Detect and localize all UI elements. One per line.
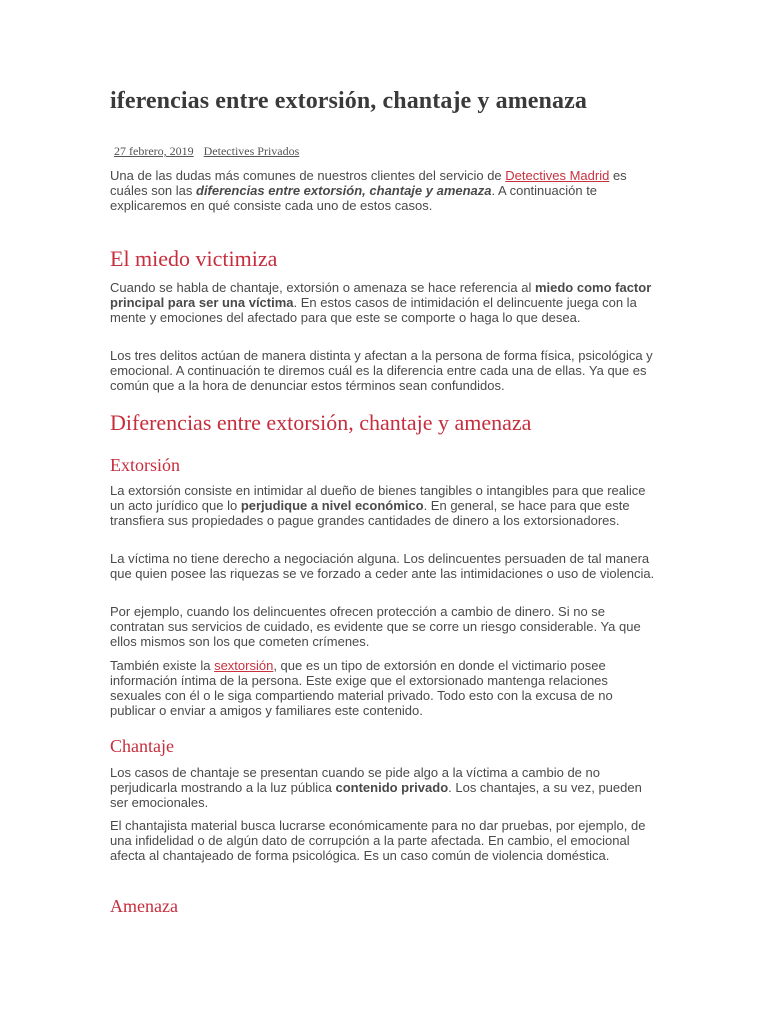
extorsion-paragraph-4 bbox=[110, 658, 658, 718]
sextorsion-link[interactable]: sextorsión bbox=[214, 658, 274, 673]
intro-text-1: Una de las dudas más comunes de nuestros clientes del servicio de bbox=[110, 168, 506, 183]
extorsion-paragraph-1 bbox=[110, 483, 658, 528]
miedo-p1-strong: miedo como factor principal para ser una víctima bbox=[110, 280, 652, 310]
miedo-p1-text-1: Cuando se habla de chantaje, extorsión o amenaza se hace referencia al bbox=[110, 280, 535, 295]
extorsion-p3-text: Por ejemplo, cuando los delincuentes ofrecen protección a cambio de dinero. Si no se contratan sus servicios de cuidado, es evidente que se corre un riesgo considerable. Ya que ellos mismos son los que cometen crímenes. bbox=[110, 604, 641, 649]
extorsion-p1-text-2: . En general, se hace para que este transfiera sus propiedades o pague grandes cantidades de dinero a los extorsionadores. bbox=[110, 498, 630, 528]
miedo-p2-text: Los tres delitos actúan de manera distinta y afectan a la persona de forma física, psicológica y emocional. A continuación te diremos cuál es la diferencia entre cada una de ellas. Ya que es común que a la hora de denunciar estos términos sean confundidos. bbox=[110, 348, 653, 393]
heading-chantaje: Chantaje bbox=[110, 736, 174, 756]
intro-text-2: es cuáles son las bbox=[110, 168, 627, 198]
heading-miedo-victimiza: El miedo victimiza bbox=[110, 246, 278, 271]
extorsion-p1-strong: perjudique a nivel económico bbox=[240, 498, 424, 513]
chantaje-p2-text: El chantajista material busca lucrarse económicamente para no dar pruebas, por ejemplo, de una infidelidad o de algún dato de corrupción a la parte afectada. En cambio, el emocional afecta al chantajeado de forma psicológica. Es un caso común de violencia doméstica. bbox=[110, 818, 646, 863]
intro-paragraph bbox=[110, 168, 658, 213]
chantaje-p1-strong: contenido privado bbox=[335, 780, 449, 795]
intro-emphasis: diferencias entre extorsión, chantaje y amenaza bbox=[196, 183, 492, 198]
article-category-link[interactable]: Detectives Privados bbox=[203, 144, 300, 158]
heading-amenaza: Amenaza bbox=[110, 896, 178, 916]
extorsion-p4-text-2: , que es un tipo de extorsión en donde el victimario posee información íntima de la persona. Este exige que el extorsionado mantenga relaciones sexuales con él o le siga compartiendo material privado. Todo esto con la excusa de no publicar o enviar a amigos y familiares este contenido. bbox=[110, 658, 613, 718]
chantaje-p1-text-2: . Los chantajes, a su vez, pueden ser emocionales. bbox=[110, 780, 642, 810]
article-meta bbox=[114, 144, 306, 159]
intro-text-3: . A continuación te explicaremos en qué consiste cada uno de estos casos. bbox=[110, 183, 598, 213]
miedo-p1-text-2: . En estos casos de intimidación el delincuente juega con la mente y emociones del afectado para que este se comporte o haga lo que desea. bbox=[110, 295, 637, 325]
chantaje-p1-text-1: Los casos de chantaje se presentan cuando se pide algo a la víctima a cambio de no perjudicarla mostrando a la luz pública bbox=[110, 765, 600, 795]
extorsion-paragraph-3 bbox=[110, 604, 658, 649]
detectives-madrid-link[interactable]: Detectives Madrid bbox=[505, 168, 610, 183]
article-date-link[interactable]: 27 febrero, 2019 bbox=[114, 144, 194, 158]
heading-extorsion: Extorsión bbox=[110, 455, 180, 475]
extorsion-p2-text: La víctima no tiene derecho a negociación alguna. Los delincuentes persuaden de tal manera que quien posee las riquezas se ve forzado a ceder ante las intimidaciones o uso de violencia. bbox=[110, 551, 655, 581]
heading-diferencias: Diferencias entre extorsión, chantaje y amenaza bbox=[110, 410, 532, 435]
miedo-paragraph-2 bbox=[110, 348, 658, 393]
chantaje-paragraph-2 bbox=[110, 818, 658, 863]
extorsion-p1-text-1: La extorsión consiste en intimidar al dueño de bienes tangibles o intangibles para que realice un acto jurídico que lo bbox=[110, 483, 646, 513]
extorsion-paragraph-2 bbox=[110, 551, 658, 581]
chantaje-paragraph-1 bbox=[110, 765, 658, 810]
miedo-paragraph-1 bbox=[110, 280, 658, 325]
extorsion-p4-text-1: También existe la bbox=[110, 658, 215, 673]
article-title: iferencias entre extorsión, chantaje y amenaza bbox=[110, 88, 587, 114]
